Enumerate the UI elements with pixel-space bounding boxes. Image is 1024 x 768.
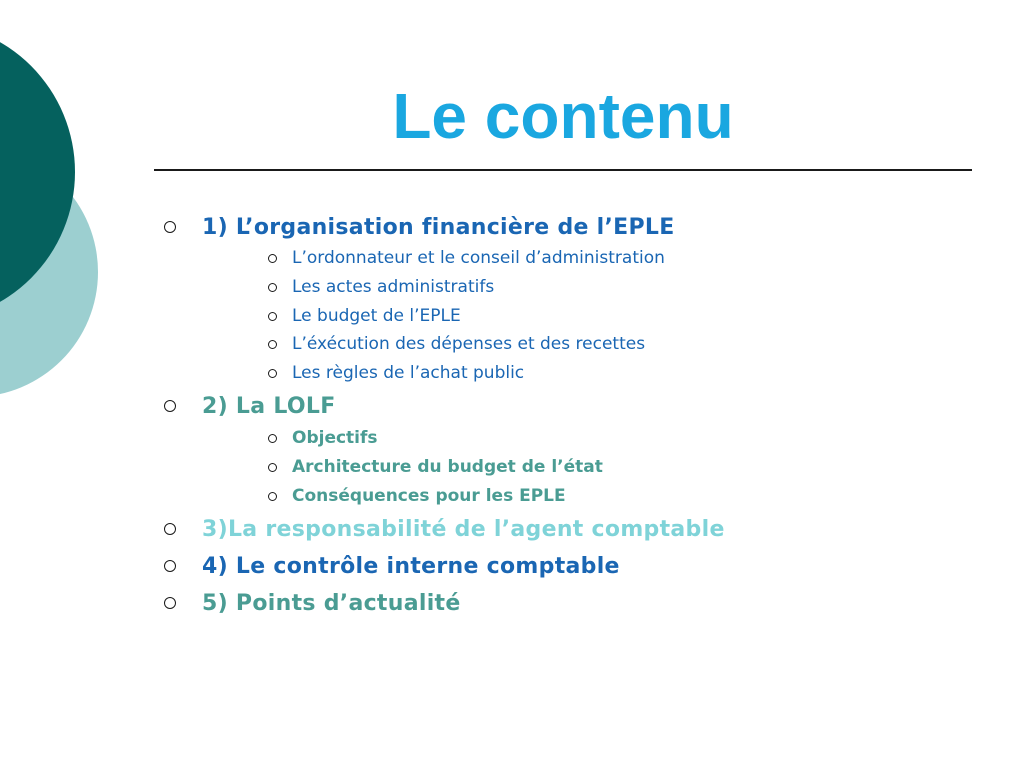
outline-subitem [268,331,645,357]
bullet-circle-icon [268,434,277,443]
title-divider [154,169,972,171]
outline-item [164,586,461,620]
outline-item [164,389,336,423]
bullet-circle-icon [268,312,277,321]
bullet-circle-icon [268,283,277,292]
bullet-circle-icon [268,340,277,349]
bullet-circle-icon [268,254,277,263]
bullet-circle-icon [164,400,176,412]
outline-subitem [268,454,603,480]
outline-subitem [268,483,566,509]
outline-item-text: Objectifs [292,428,378,448]
bullet-circle-icon [164,560,176,572]
outline-item-text: Conséquences pour les EPLE [292,486,566,506]
outline-subitem [268,425,378,451]
outline-item-text: L’ordonnateur et le conseil d’administration [292,248,665,268]
outline-item [164,512,725,546]
outline-item-text: Les actes administratifs [292,277,495,297]
outline-item-text: 5) Points d’actualité [202,590,461,616]
outline-item-text: Les règles de l’achat public [292,363,525,383]
outline-item-text: 4) Le contrôle interne comptable [202,553,620,579]
bullet-circle-icon [164,523,176,535]
outline-subitem [268,245,665,271]
outline-item [164,549,620,583]
slide-title: Le contenu [392,80,734,152]
outline-item-text: 2) La LOLF [202,393,336,419]
outline-item-text: Architecture du budget de l’état [292,457,603,477]
outline-item-text: 1) L’organisation financière de l’EPLE [202,214,675,240]
outline-item [164,210,675,244]
bullet-circle-icon [268,463,277,472]
outline-item-text: Le budget de l’EPLE [292,306,461,326]
outline-subitem [268,360,524,386]
outline-subitem [268,274,494,300]
bullet-circle-icon [268,492,277,501]
bullet-circle-icon [164,597,176,609]
bullet-circle-icon [268,369,277,378]
outline-item-text: 3)La responsabilité de l’agent comptable [202,516,725,542]
outline-subitem [268,303,461,329]
decorative-circles [0,0,110,420]
outline-item-text: L’éxécution des dépenses et des recettes [292,334,646,354]
bullet-circle-icon [164,221,176,233]
